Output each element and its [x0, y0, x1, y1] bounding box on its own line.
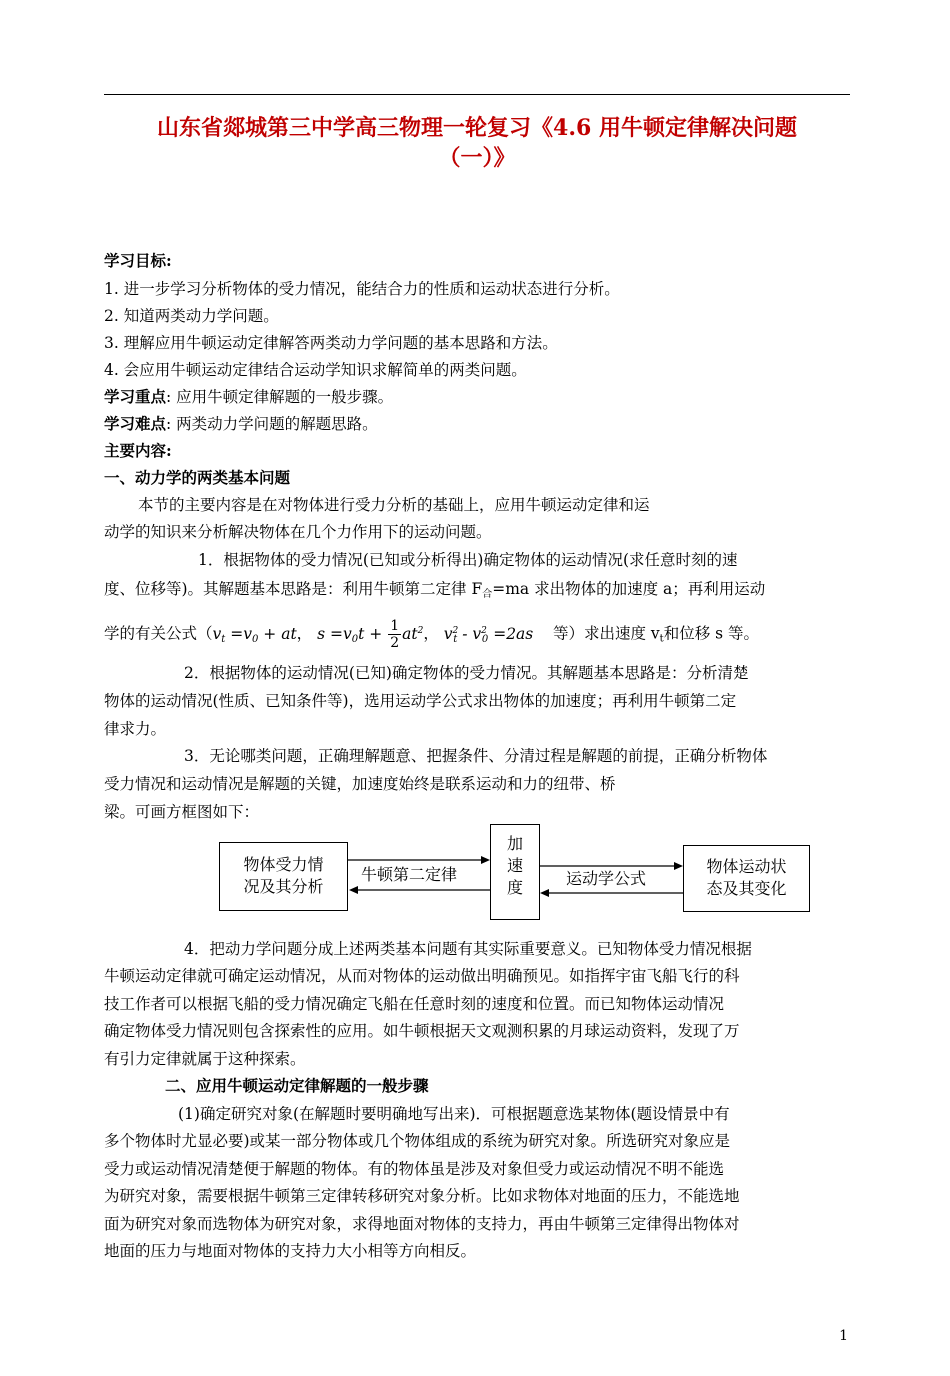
diagram-force-box: 物体受力情 况及其分析 — [219, 842, 348, 911]
s1p4-line3: 技工作者可以根据飞船的受力情况确定飞船在任意时刻的速度和位置。而已知物体运动情况 — [104, 995, 725, 1013]
s1p2-line1: 2．根据物体的运动情况(已知)确定物体的受力情况。其解题基本思路是：分析清楚 — [184, 664, 749, 682]
page-title-line1: 山东省郯城第三中学高三物理一轮复习《4.6 用牛顿定律解决问题 — [157, 115, 797, 141]
s1p3-line1: 3．无论哪类问题，正确理解题意、把握条件、分清过程是解题的前提，正确分析物体 — [184, 747, 768, 765]
focus-line: 学习重点: 应用牛顿定律解题的一般步骤。 — [104, 387, 394, 406]
s1p4-line1: 4．把动力学问题分成上述两类基本问题有其实际重要意义。已知物体受力情况根据 — [184, 940, 752, 958]
formula-velocity: $v_t =v_0$ + at — [212, 624, 297, 645]
s2p1-line4: 为研究对象，需要根据牛顿第三定律转移研究对象分析。比如求物体对地面的压力，不能选地 — [104, 1187, 740, 1205]
arrowhead-right-2 — [674, 862, 683, 870]
s1p3-line3: 梁。可画方框图如下： — [104, 803, 260, 821]
s2p1-line6: 地面的压力与地面对物体的支持力大小相等方向相反。 — [104, 1242, 477, 1260]
s2p1-line2: 多个物体时尤显必要)或某一部分物体或几个物体组成的系统为研究对象。所选研究对象应是 — [104, 1132, 731, 1150]
section2-heading: 二、应用牛顿运动定律解题的一般步骤 — [165, 1076, 429, 1095]
s1p2-line2: 物体的运动情况(性质、已知条件等)，选用运动学公式求出物体的加速度；再利用牛顿第二定 — [104, 692, 737, 710]
s2p1-line5: 面为研究对象而选物体为研究对象，求得地面对物体的支持力，再由牛顿第三定律得出物体对 — [104, 1215, 740, 1233]
goal-item-2: 2. 知道两类动力学问题。 — [104, 307, 279, 325]
diagram-acceleration-box: 加 速 度 — [490, 824, 540, 920]
arrowhead-left-1 — [349, 886, 358, 894]
s1p4-line2: 牛顿运动定律就可确定运动情况，从而对物体的运动做出明确预见。如指挥宇宙飞船飞行的科 — [104, 967, 740, 985]
page-title-line2: （一）》 — [438, 145, 516, 171]
diagram-motion-box: 物体运动状 态及其变化 — [683, 845, 810, 912]
s2p1-line3: 受力或运动情况清楚便于解题的物体。有的物体虽是涉及对象但受力或运动情况不明不能选 — [104, 1160, 725, 1178]
diagram-label-newton-second-law: 牛顿第二定律 — [361, 865, 458, 884]
section1-heading: 一、动力学的两类基本问题 — [104, 468, 291, 487]
formula-displacement: $s =v_0t$ + $\frac{1}{2}$ $at^2$ — [317, 618, 424, 651]
arrowhead-left-2 — [540, 889, 549, 897]
goals-heading: 学习目标: — [104, 251, 172, 270]
arrowhead-right-1 — [481, 856, 490, 864]
section1-intro-1: 本节的主要内容是在对物体进行受力分析的基础上，应用牛顿运动定律和运 — [138, 496, 650, 514]
s1p1-formula-line: 学的有关公式（$v_t =v_0$ + at， $s =v_0t$ + $\frac{1}{2}$ $at^2$， $v^2_t - v^2_0 =2as$ 等）求出速度 $v_t$和位移 s 等。 — [104, 618, 760, 651]
goal-item-1: 1. 进一步学习分析物体的受力情况，能结合力的性质和运动状态进行分析。 — [104, 280, 620, 298]
s1p3-line2: 受力情况和运动情况是解题的关键，加速度始终是联系运动和力的纽带、桥 — [104, 775, 616, 793]
page-number: 1 — [839, 1328, 848, 1344]
s1p1-line1: 1．根据物体的受力情况(已知或分析得出)确定物体的运动情况(求任意时刻的速 — [198, 551, 738, 569]
s1p2-line3: 律求力。 — [104, 720, 167, 738]
s1p4-line4: 确定物体受力情况则包含探索性的应用。如牛顿根据天文观测积累的月球运动资料，发现了万 — [104, 1022, 740, 1040]
s1p1-line2: 度、位移等)。其解题基本思路是：利用牛顿第二定律 $F_合=ma$ 求出物体的加速度 a；再利用运动 — [104, 580, 766, 600]
s2p1-line1: (1)确定研究对象(在解题时要明确地写出来)．可根据题意选某物体(题设情景中有 — [178, 1105, 730, 1123]
goal-item-3: 3. 理解应用牛顿运动定律解答两类动力学问题的基本思路和方法。 — [104, 334, 558, 352]
section1-intro-2: 动学的知识来分析解决物体在几个力作用下的运动问题。 — [104, 523, 492, 541]
s1p4-line5: 有引力定律就属于这种探索。 — [104, 1050, 306, 1068]
difficulty-line: 学习难点: 两类动力学问题的解题思路。 — [104, 414, 378, 433]
main-content-heading: 主要内容: — [104, 441, 172, 460]
goal-item-4: 4. 会应用牛顿运动定律结合运动学知识求解简单的两类问题。 — [104, 361, 527, 379]
diagram-label-kinematics: 运动学公式 — [566, 869, 647, 888]
formula-velocity-squared: $v^2_t - v^2_0 =2as$ — [443, 624, 534, 645]
